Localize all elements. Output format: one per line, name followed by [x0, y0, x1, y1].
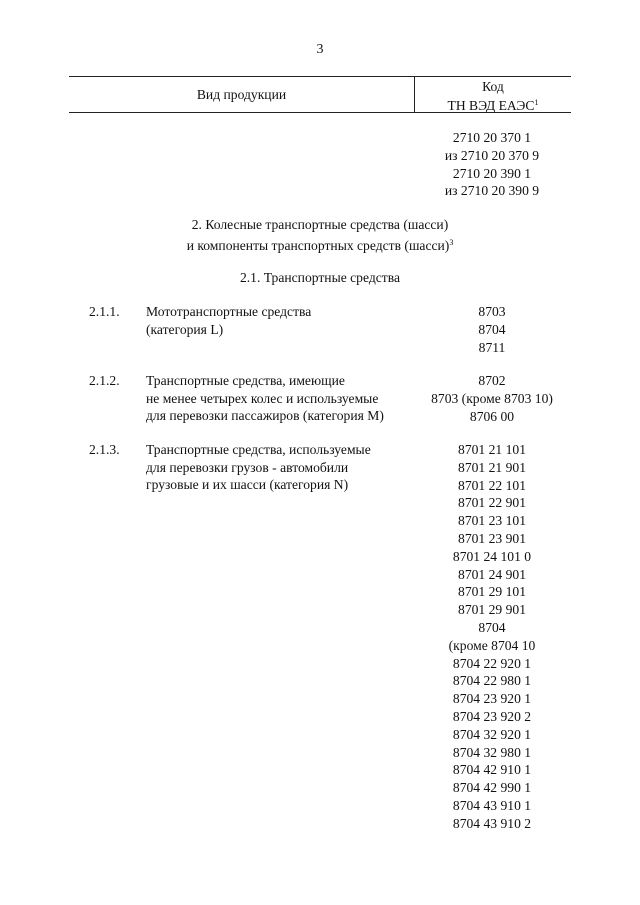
code-line: 2710 20 370 1 [452, 130, 532, 145]
code-line: 8703 [478, 304, 506, 319]
code-line: 8701 24 901 [458, 566, 526, 582]
code-line: 8704 22 920 1 [452, 655, 532, 671]
code-line: 8704 22 980 1 [452, 673, 532, 689]
code-line: 8701 29 901 [458, 602, 526, 618]
code-line: 8704 42 910 1 [452, 762, 532, 778]
subsection-title: 2.1. Транспортные средства [239, 270, 401, 285]
section-title-line2 [0, 234, 640, 255]
code-line: 8704 32 980 1 [452, 744, 532, 760]
item-codes [407, 372, 577, 425]
code-line: из 2710 20 390 9 [444, 183, 540, 199]
header-code-line2 [415, 95, 571, 114]
code-line: 8701 22 101 [458, 477, 526, 493]
code-line: 8701 23 101 [458, 513, 526, 529]
code-line: 8701 29 101 [458, 584, 526, 600]
code-line: 8704 23 920 1 [452, 691, 532, 707]
code-line: 8706 00 [469, 408, 515, 424]
code-line: 8704 42 990 1 [452, 780, 532, 796]
code-line: 8704 23 920 2 [452, 708, 532, 724]
page-number: 3 [316, 42, 324, 57]
description-line: (категория L) [146, 321, 224, 337]
item-description [146, 441, 371, 494]
code-line: 8701 21 901 [458, 459, 526, 475]
code-line: 8704 32 920 1 [452, 726, 532, 742]
code-line: 8701 21 101 [458, 442, 526, 457]
item-codes [407, 303, 577, 356]
description-line: Транспортные средства, используемые [146, 442, 371, 457]
header-code [415, 79, 571, 114]
item-description [146, 372, 384, 425]
description-line: Транспортные средства, имеющие [146, 373, 345, 388]
code-line: 2710 20 390 1 [452, 165, 532, 181]
item-number: 2.1.2. [89, 373, 120, 388]
continued-codes [407, 129, 577, 200]
code-line: 8701 22 901 [458, 495, 526, 511]
code-line: 8704 43 910 1 [452, 797, 532, 813]
code-line: 8711 [478, 339, 506, 355]
description-line: не менее четырех колес и используемые [146, 390, 379, 406]
code-line: (кроме 8704 10 [448, 637, 536, 653]
description-line: для перевозки грузов - автомобили [146, 459, 349, 475]
code-line: 8702 [478, 373, 506, 388]
item-number: 2.1.3. [89, 442, 120, 457]
footnote-mark-1: 1 [534, 98, 539, 107]
code-line: 8704 [478, 321, 506, 337]
header-product-type: Вид продукции [196, 87, 287, 102]
item-codes [407, 441, 577, 833]
description-line: для перевозки пассажиров (категория M) [146, 408, 384, 424]
code-line: 8701 23 901 [458, 530, 526, 546]
header-code-text: ТН ВЭД ЕАЭС [447, 98, 535, 113]
item-number: 2.1.1. [89, 304, 120, 319]
code-line: 8703 (кроме 8703 10) [431, 390, 553, 406]
code-line: 8701 24 101 0 [452, 548, 532, 564]
code-line: 8704 [478, 619, 506, 635]
code-line: 8704 43 910 2 [452, 815, 532, 831]
description-line: грузовые и их шасси (категория N) [146, 477, 349, 493]
item-description [146, 303, 311, 338]
table-header [69, 76, 571, 113]
code-line: из 2710 20 370 9 [444, 147, 540, 163]
footnote-mark-3: 3 [449, 238, 454, 247]
section-title-line2-text: и компоненты транспортных средств (шасси) [186, 238, 450, 253]
section-title-line1: 2. Колесные транспортные средства (шасси) [191, 217, 449, 232]
section-title [0, 216, 640, 255]
description-line: Мототранспортные средства [146, 304, 312, 319]
header-code-line1: Код [482, 79, 504, 94]
